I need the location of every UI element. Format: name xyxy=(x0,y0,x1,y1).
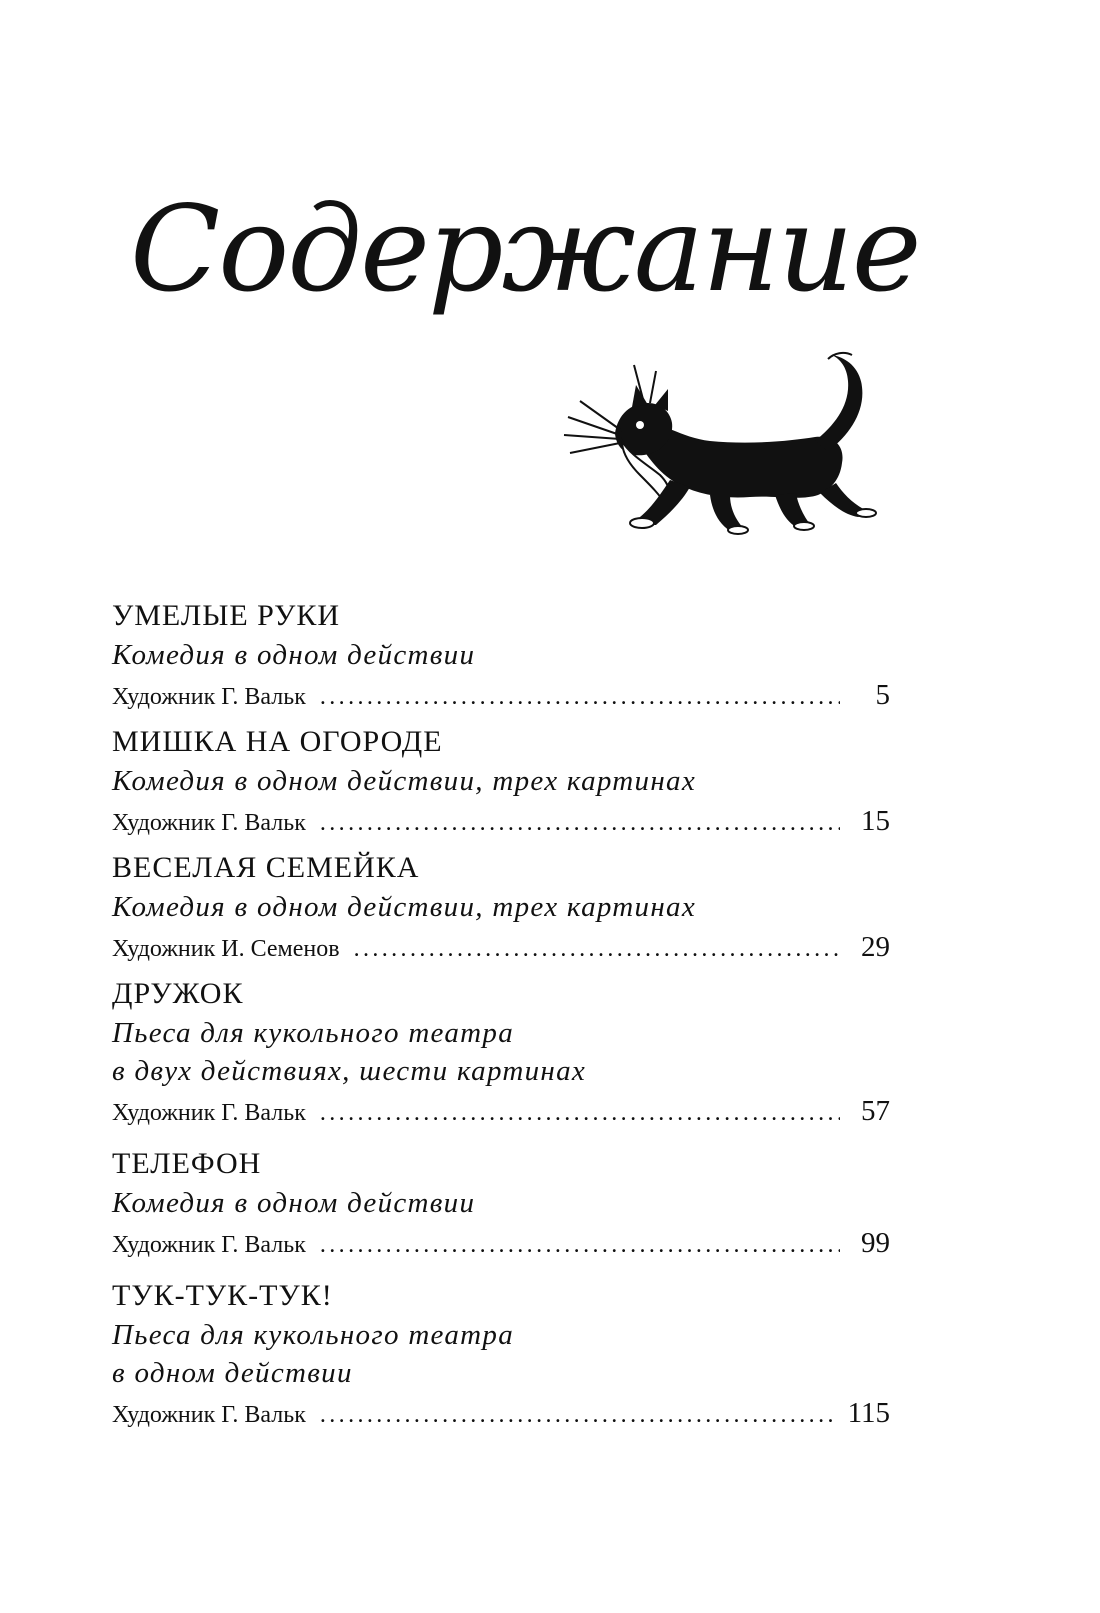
toc-entry-line xyxy=(112,676,902,716)
toc-entry-artist: Художник Г. Вальк xyxy=(112,684,306,710)
toc-entry-title: МИШКА НА ОГОРОДЕ xyxy=(112,725,443,758)
toc-entry-line xyxy=(112,802,902,842)
toc-entry xyxy=(112,1144,902,1264)
toc-entry xyxy=(112,974,902,1132)
toc-entry-subtitle: Комедия в одном действии xyxy=(112,639,476,671)
toc-entry-artist: Художник Г. Вальк xyxy=(112,1402,306,1428)
toc-entry-line xyxy=(112,928,902,968)
toc-entry-subtitle: Пьеса для кукольного театра xyxy=(112,1319,514,1351)
toc-entry-line xyxy=(112,1224,902,1264)
toc-entry-title: ДРУЖОК xyxy=(112,977,244,1010)
toc-entry-title: ТЕЛЕФОН xyxy=(112,1147,262,1180)
toc-entry-title: ТУК-ТУК-ТУК! xyxy=(112,1279,333,1312)
dot-leader xyxy=(354,930,840,968)
toc-entry-subtitle: Пьеса для кукольного театра xyxy=(112,1017,514,1049)
toc-entry-subtitle: в одном действии xyxy=(112,1357,353,1389)
cat-illustration xyxy=(560,345,910,550)
toc-entry-page: 99 xyxy=(861,1227,890,1259)
dot-leader xyxy=(320,1226,840,1264)
toc-entry-page: 115 xyxy=(847,1397,890,1429)
toc-entry xyxy=(112,596,902,716)
toc-entry-page: 15 xyxy=(861,805,890,837)
toc-entry-artist: Художник И. Семенов xyxy=(112,936,340,962)
dot-leader xyxy=(320,804,840,842)
toc-entry-page: 29 xyxy=(861,931,890,963)
toc-entry-subtitle: Комедия в одном действии, трех картинах xyxy=(112,765,696,797)
toc-entry-line xyxy=(112,1394,902,1434)
heading-text: Содержание xyxy=(130,180,920,318)
toc-entry-artist: Художник Г. Вальк xyxy=(112,1232,306,1258)
dot-leader xyxy=(320,1094,840,1132)
toc-entry-title: УМЕЛЫЕ РУКИ xyxy=(112,599,341,632)
toc-entry-artist: Художник Г. Вальк xyxy=(112,810,306,836)
toc-entry-subtitle: Комедия в одном действии, трех картинах xyxy=(112,891,696,923)
dot-leader xyxy=(320,1396,838,1434)
toc-entry-line xyxy=(112,1092,902,1132)
toc-entry xyxy=(112,722,902,842)
table-of-contents xyxy=(112,596,902,1434)
page-title xyxy=(130,150,920,340)
toc-entry-title: ВЕСЕЛАЯ СЕМЕЙКА xyxy=(112,851,420,884)
toc-entry xyxy=(112,1276,902,1434)
toc-entry-subtitle: в двух действиях, шести картинах xyxy=(112,1055,587,1087)
dot-leader xyxy=(320,678,840,716)
toc-entry-subtitle: Комедия в одном действии xyxy=(112,1187,476,1219)
toc-entry-page: 57 xyxy=(861,1095,890,1127)
toc-entry xyxy=(112,848,902,968)
script-heading xyxy=(130,150,920,340)
toc-entry-page: 5 xyxy=(875,679,890,711)
cat-drawing-icon xyxy=(560,345,910,550)
toc-entry-artist: Художник Г. Вальк xyxy=(112,1100,306,1126)
